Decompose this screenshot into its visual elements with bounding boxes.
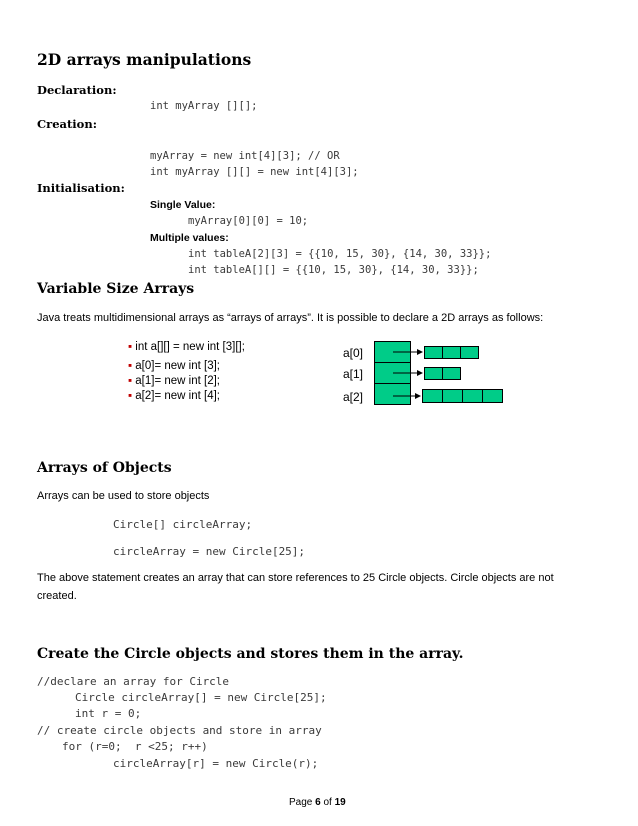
- code-line: Circle circleArray[] = new Circle[25];: [75, 691, 327, 704]
- page-footer: Page 6 of 19: [289, 797, 346, 808]
- code-line: int r = 0;: [75, 707, 142, 720]
- declaration-label: Declaration:: [37, 83, 117, 97]
- creation-code-line-2: int myArray [][] = new int[4][3];: [150, 166, 359, 178]
- circle-array-declaration-code: Circle[] circleArray;: [113, 518, 253, 531]
- index-label-a0: a[0]: [343, 346, 364, 360]
- multiple-values-code-line-1: int tableA[2][3] = {{10, 15, 30}, {14, 30, 33}};: [188, 248, 492, 260]
- statement-line: ▪ a[1]= new int [2];: [128, 375, 220, 387]
- initialisation-label: Initialisation:: [37, 181, 125, 195]
- multiple-values-label: Multiple values:: [150, 232, 229, 244]
- section-title-2d-arrays: 2D arrays manipulations: [37, 50, 252, 69]
- circle-array-creation-code: circleArray = new Circle[25];: [113, 545, 306, 558]
- code-line: circleArray[r] = new Circle(r);: [113, 757, 319, 770]
- code-line: // create circle objects and store in array: [37, 724, 322, 737]
- section-title-arrays-of-objects: Arrays of Objects: [37, 460, 172, 476]
- declaration-code: int myArray [][];: [150, 100, 258, 112]
- multiple-values-code-line-2: int tableA[][] = {{10, 15, 30}, {14, 30, 33}};: [188, 264, 479, 276]
- statement-line: ▪ a[0]= new int [3];: [128, 360, 220, 372]
- arrays-of-objects-intro: Arrays can be used to store objects: [37, 490, 210, 502]
- explanation-line-2: created.: [37, 590, 77, 602]
- index-label-a2: a[2]: [343, 390, 364, 404]
- statement-line: ▪ a[2]= new int [4];: [128, 390, 220, 402]
- creation-label: Creation:: [37, 117, 97, 131]
- code-line: for (r=0; r <25; r++): [62, 740, 208, 753]
- statement-line: ▪ int a[][] = new int [3][];: [128, 341, 245, 353]
- explanation-line-1: The above statement creates an array that can store references to 25 Circle objects. Circle objects are not: [37, 572, 554, 584]
- index-label-a1: a[1]: [343, 367, 364, 381]
- single-value-label: Single Value:: [150, 199, 216, 211]
- single-value-code: myArray[0][0] = 10;: [188, 215, 309, 227]
- creation-code-line-1: myArray = new int[4][3]; // OR: [150, 150, 340, 162]
- section-title-variable-size: Variable Size Arrays: [37, 281, 195, 297]
- section-title-create-circle-objects: Create the Circle objects and stores them in the array.: [37, 646, 464, 662]
- variable-size-intro: Java treats multidimensional arrays as “arrays of arrays”. It is possible to declare a 2D arrays as follows:: [37, 312, 544, 324]
- code-line: //declare an array for Circle: [37, 675, 230, 688]
